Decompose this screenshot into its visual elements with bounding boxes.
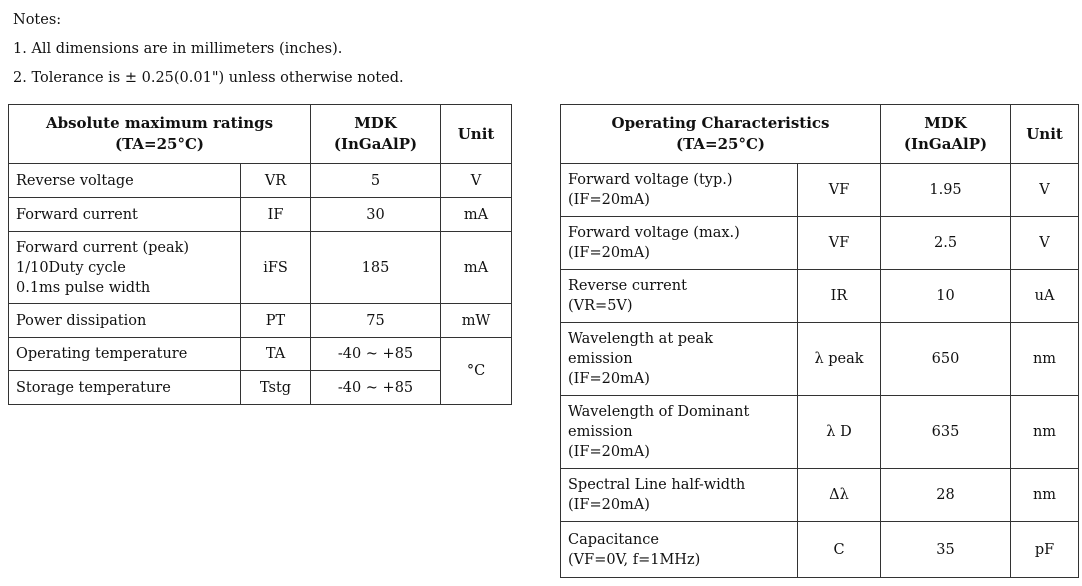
unit-cell: mA — [441, 232, 512, 304]
operating-characteristics-table — [560, 104, 1079, 578]
param-cell: Reverse current (VR=5V) — [561, 270, 798, 323]
unit-cell: nm — [1011, 396, 1079, 469]
table-row — [561, 217, 1079, 270]
table-row — [9, 304, 512, 338]
symbol-cell: iFS — [241, 232, 311, 304]
ops-header-mdk — [881, 105, 1011, 164]
value-cell: 1.95 — [881, 164, 1011, 217]
value-cell: 10 — [881, 270, 1011, 323]
unit-cell: V — [1011, 217, 1079, 270]
table-header-row — [561, 105, 1079, 164]
ops-header-mdk-line2: (InGaAlP) — [903, 135, 988, 153]
symbol-cell: IR — [798, 270, 881, 323]
symbol-cell: VF — [798, 164, 881, 217]
value-cell: 2.5 — [881, 217, 1011, 270]
symbol-cell: VR — [241, 164, 311, 198]
ops-header-title-line2: (TA=25°C) — [675, 135, 766, 153]
note-item: 2. Tolerance is ± 0.25(0.01") unless otherwise noted. — [13, 70, 404, 86]
table-row — [9, 371, 512, 405]
param-cell: Power dissipation — [9, 304, 241, 338]
table-row — [9, 198, 512, 232]
symbol-cell: C — [798, 522, 881, 578]
value-cell: 635 — [881, 396, 1011, 469]
value-cell: -40 ~ +85 — [311, 371, 441, 405]
param-cell: Forward voltage (max.) (IF=20mA) — [561, 217, 798, 270]
param-cell: Wavelength at peak emission (IF=20mA) — [561, 323, 798, 396]
value-cell: 30 — [311, 198, 441, 232]
value-cell: 650 — [881, 323, 1011, 396]
symbol-cell: Δλ — [798, 469, 881, 522]
symbol-cell: IF — [241, 198, 311, 232]
value-cell: 5 — [311, 164, 441, 198]
unit-cell: nm — [1011, 469, 1079, 522]
symbol-cell: TA — [241, 338, 311, 371]
param-cell: Reverse voltage — [9, 164, 241, 198]
ops-header-title-line1: Operating Characteristics — [611, 114, 830, 132]
table-row — [561, 323, 1079, 396]
value-cell: -40 ~ +85 — [311, 338, 441, 371]
symbol-cell: PT — [241, 304, 311, 338]
param-cell: Storage temperature — [9, 371, 241, 405]
table-row — [9, 232, 512, 304]
unit-cell: V — [441, 164, 512, 198]
abs-header-mdk-line1: MDK — [354, 114, 397, 132]
symbol-cell: λ peak — [798, 323, 881, 396]
value-cell: 35 — [881, 522, 1011, 578]
table-row — [561, 164, 1079, 217]
abs-header-title-line1: Absolute maximum ratings — [45, 114, 274, 132]
value-cell: 185 — [311, 232, 441, 304]
abs-header-title — [9, 105, 311, 164]
ops-header-unit: Unit — [1011, 105, 1079, 164]
table-row — [561, 469, 1079, 522]
value-cell: 75 — [311, 304, 441, 338]
note-item: 1. All dimensions are in millimeters (inches). — [13, 41, 343, 57]
param-cell: Capacitance (VF=0V, f=1MHz) — [561, 522, 798, 578]
unit-cell: °C — [441, 338, 512, 405]
abs-header-mdk — [311, 105, 441, 164]
ops-header-mdk-line1: MDK — [924, 114, 967, 132]
unit-cell: mW — [441, 304, 512, 338]
abs-header-unit: Unit — [441, 105, 512, 164]
unit-cell: pF — [1011, 522, 1079, 578]
notes-section — [13, 6, 404, 93]
notes-heading: Notes: — [13, 12, 62, 28]
param-cell: Spectral Line half-width (IF=20mA) — [561, 469, 798, 522]
ops-header-title — [561, 105, 881, 164]
unit-cell: V — [1011, 164, 1079, 217]
symbol-cell: Tstg — [241, 371, 311, 405]
table-row — [561, 522, 1079, 578]
param-cell: Forward current (peak) 1/10Duty cycle 0.1ms pulse width — [9, 232, 241, 304]
table-header-row — [9, 105, 512, 164]
param-cell: Forward current — [9, 198, 241, 232]
symbol-cell: VF — [798, 217, 881, 270]
table-row — [9, 338, 512, 371]
param-cell: Operating temperature — [9, 338, 241, 371]
abs-header-mdk-line2: (InGaAlP) — [333, 135, 418, 153]
table-row — [9, 164, 512, 198]
unit-cell: nm — [1011, 323, 1079, 396]
table-row — [561, 396, 1079, 469]
unit-cell: mA — [441, 198, 512, 232]
table-row — [561, 270, 1079, 323]
symbol-cell: λ D — [798, 396, 881, 469]
absolute-max-ratings-table — [8, 104, 512, 405]
abs-header-title-line2: (TA=25°C) — [114, 135, 205, 153]
unit-cell: uA — [1011, 270, 1079, 323]
value-cell: 28 — [881, 469, 1011, 522]
param-cell: Wavelength of Dominant emission (IF=20mA) — [561, 396, 798, 469]
param-cell: Forward voltage (typ.) (IF=20mA) — [561, 164, 798, 217]
